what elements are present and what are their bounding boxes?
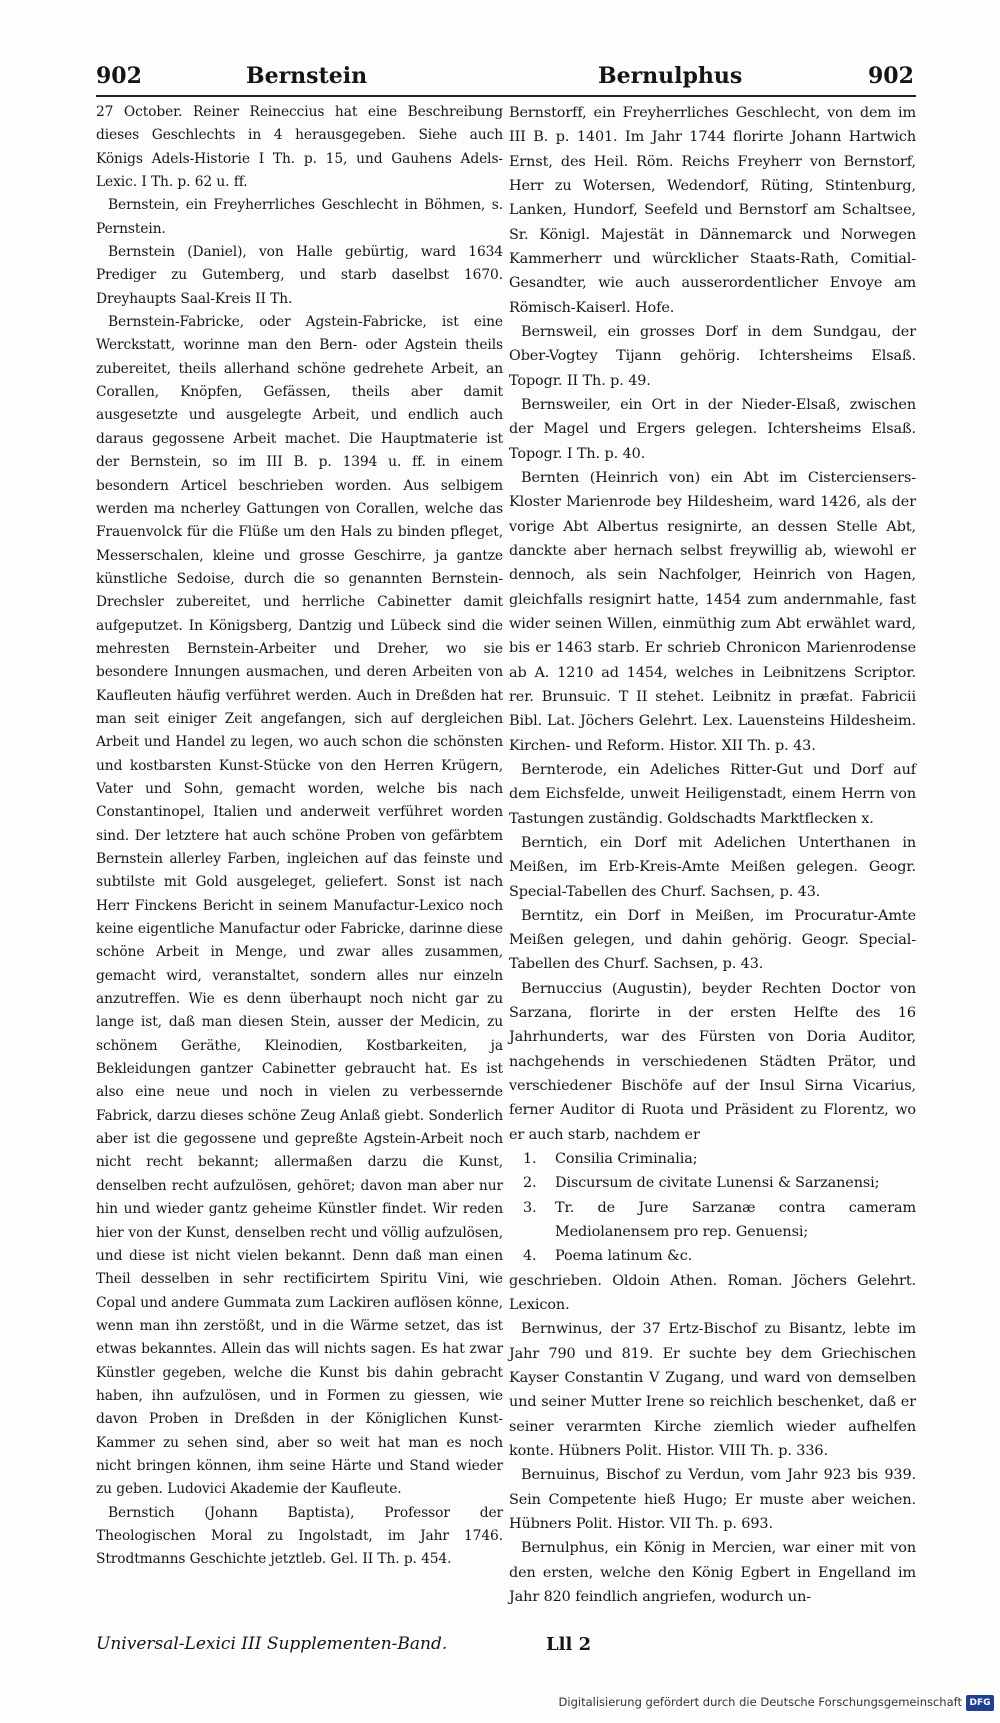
entry-paragraph: Berntitz, ein Dorf in Meißen, im Procuratur-Amte Meißen gelegen, und dahin gehörig. Geogr. Special-Tabellen des Churf. Sachsen, p. 43. [509,907,916,973]
left-column [96,101,503,1572]
entry-paragraph: Bernstorff, ein Freyherrliches Geschlecht, von dem im III B. p. 1401. Im Jahr 1744 florirte Johann Hartwich Ernst, des Heil. Röm. Reichs Freyherr von Bernstorf, Herr zu Wotersen, Wedendorf, Rüting, Stintenburg, Lanken, Hundorf, Seefeld und Bernstorf am Schaltsee, Sr. Königl. Majestät in Dännemarck und Norwegen Kammerherr und würcklicher Staats-Rath, Comitial-Gesandter, wie auch ausserordentlicher Envoye am Römisch-Kaiserl. Hofe. [509,105,916,316]
list-item-text: Consilia Criminalia; [555,1151,698,1168]
list-item [509,1171,916,1195]
list-item-number: 1. [523,1151,537,1168]
digitization-footer [0,1693,1000,1715]
list-item [509,1244,916,1268]
entry-paragraph: Berntich, ein Dorf mit Adelichen Unterthanen in Meißen, im Erb-Kreis-Amte Meißen gelegen. Geogr. Special-Tabellen des Churf. Sachsen, p. 43. [509,834,916,900]
header-rule [96,95,916,97]
page-number-left: 902 [96,63,142,89]
volume-signature: Universal-Lexici III Supplementen-Band. [96,1634,448,1654]
footer-credit: Digitalisierung gefördert durch die Deutsche Forschungsgemeinschaft [558,1695,962,1709]
sheet-signature: Lll 2 [546,1634,592,1655]
entry-paragraph: 27 October. Reiner Reineccius hat eine Beschreibung dieses Geschlechts in 4 herausgegeben. Siehe auch Königs Adels-Historie I Th. p. 15, und Gauhens Adels-Lexic. I Th. p. 62 u. ff. [96,104,503,191]
entry-paragraph: Bernstein, ein Freyherrliches Geschlecht in Böhmen, s. Pernstein. [96,197,503,237]
list-item-text: Poema latinum &c. [555,1248,693,1265]
dfg-logo: DFG [966,1695,994,1711]
list-item-number: 4. [523,1248,537,1265]
list-item [509,1147,916,1171]
entry-paragraph: Bernwinus, der 37 Ertz-Bischof zu Bisantz, lebte im Jahr 790 und 819. Er suchte bey dem Griechischen Kayser Constantin V Zugang, und ward von demselben und seiner Mutter Irene so reichlich beschenket, daß er seiner verarmten Kirche ziemlich wieder aufhelfen konte. Hübners Polit. Histor. VIII Th. p. 336. [509,1321,916,1460]
entry-paragraph: Bernterode, ein Adeliches Ritter-Gut und Dorf auf dem Eichsfelde, unweit Heiligenstadt, einem Herrn von Tastungen zuständig. Goldschadts Marktflecken x. [509,761,916,827]
works-list [509,1147,916,1269]
list-item-number: 2. [523,1175,537,1192]
list-item-text: Tr. de Jure Sarzanæ contra cameram Mediolanensem pro rep. Genuensi; [555,1199,916,1241]
entry-paragraph: Bernuccius (Augustin), beyder Rechten Doctor von Sarzana, florirte in der ersten Helfte des 16 Jahrhunderts, war des Fürsten von Doria Auditor, nachgehends in verschiedenen Städten Prätor, und verschiedener Bischöfe auf der Insul Sirna Vicarius, ferner Auditor di Ruota und Präsident zu Florentz, wo er auch starb, nachdem er [509,980,916,1143]
running-title-left: Bernstein [246,63,368,89]
entry-paragraph: Bernsweil, ein grosses Dorf in dem Sundgau, der Ober-Vogtey Tijann gehörig. Ichtersheims Elsaß. Topogr. II Th. p. 49. [509,323,916,389]
entry-paragraph: Bernsweiler, ein Ort in der Nieder-Elsaß, zwischen der Magel und Ergers gelegen. Ichtersheims Elsaß. Topogr. I Th. p. 40. [509,396,916,462]
right-column [509,101,916,1609]
entry-paragraph: Bernstein-Fabricke, oder Agstein-Fabricke, ist eine Werckstatt, worinne man den Bern- oder Agstein theils zubereitet, theils allerhand schöne gedrehete Arbeit, an Corallen, Knöpfen, Gefässen, theils aber damit ausgesetzte und ausgelegte Arbeit, und endlich auch daraus gegossene Arbeit machet. Die Hauptmaterie ist der Bernstein, so im III B. p. 1394 u. ff. in einem besondern Articel beschrieben worden. Aus selbigem werden ma ncherley Gattungen von Corallen, welche das Frauenvolck für die Flüße um den Hals zu binden pfleget, Messerschalen, kleine und grosse Geschirre, ja gantze künstliche Sedoise, durch die so genannten Bernstein-Drechsler zubereitet, und herrliche Cabinetter damit aufgeputzet. In Königsberg, Dantzig und Lübeck sind die mehresten Bernstein-Arbeiter und Dreher, wo sie besondere Innungen ausmachen, und deren Arbeiten von Kaufleuten häufig verführet werden. Auch in Dreßden hat man seit einiger Zeit angefangen, sich auf dergleichen Arbeit und Handel zu legen, wo auch schon die schönsten und kostbarsten Kunst-Stücke von den Herren Krügern, Vater und Sohn, gemacht worden, welche bis nach Constantinopel, Italien und anderweit verführet worden sind. Der letztere hat auch schöne Proben von gefärbtem Bernstein allerley Farben, ingleichen auf das feinste und subtilste mit Gold ausgeleget, geliefert. Sonst ist nach Herr Finckens Bericht in seinem Manufactur-Lexico noch keine eigentliche Manufactur oder Fabricke, darinne diese schöne Arbeit in Menge, und zwar alles zusammen, gemacht wird, veranstaltet, sondern alles nur einzeln anzutreffen. Wie es denn überhaupt noch nicht gar zu lange ist, daß man diesen Stein, ausser der Medicin, zu schönem Geräthe, Kleinodien, Kostbarkeiten, ja Bekleidungen gantzer Cabinetter gebraucht hat. Es ist also eine neue und noch in vielen zu verbessernde Fabrick, darzu dieses schöne Zeug Anlaß giebt. Sonderlich aber ist die gegossene und gepreßte Agstein-Arbeit noch nicht recht bekannt; allermaßen darzu die Kunst, denselben recht aufzulösen, gehöret; davon man aber nur hin und wieder gantz geheime Künstler findet. Wir reden hier von der Kunst, denselben recht und völlig aufzulösen, und diese ist nicht vielen bekannt. Denn daß man einen Theil desselben in sehr rectificirtem Spiritu Vini, wie Copal und andere Gummata zum Lackiren auflösen könne, wenn man ihn zerstößt, und in die Wärme setzet, das ist etwas bekanntes. Allein das will nichts sagen. Es hat zwar Künstler gegeben, welche die Kunst bis dahin gebracht haben, ihn aufzulösen, und in Formen zu giessen, wie davon Proben in Dreßden in der Königlichen Kunst-Kammer zu sehen sind, aber so weit hat man es noch nicht bringen können, ihm seine Härte und Stand wieder zu geben. Ludovici Akademie der Kaufleute. [96,314,503,1498]
entry-paragraph: Bernuinus, Bischof zu Verdun, vom Jahr 923 bis 939. Sein Competente hieß Hugo; Er muste aber weichen. Hübners Polit. Histor. VII Th. p. 693. [509,1467,916,1533]
entry-paragraph: Bernten (Heinrich von) ein Abt im Cisterciensers-Kloster Marienrode bey Hildesheim, ward 1426, als der vorige Abt Albertus resignirte, an dessen Stelle Abt, danckte aber hernach selbst freywillig ab, wiewohl er dennoch, als sein Nachfolger, Heinrich von Hagen, gleichfalls resignirt hatte, 1454 zum andernmahle, fast wider seinen Willen, einmüthig zum Abt erwählet ward, bis er 1463 starb. Er schrieb Chronicon Marienrodense ab A. 1210 ad 1454, welches in Leibnitzens Scriptor. rer. Brunsuic. T II stehet. Leibnitz in præfat. Fabricii Bibl. Lat. Jöchers Gelehrt. Lex. Lauensteins Hildesheim. Kirchen- und Reform. Histor. XII Th. p. 43. [509,469,916,754]
list-item-number: 3. [523,1199,537,1216]
list-item-text: Discursum de civitate Lunensi & Sarzanensi; [555,1175,880,1192]
running-title-right: Bernulphus [598,63,743,89]
entry-paragraph: Bernstein (Daniel), von Halle gebürtig, ward 1634 Prediger zu Gutemberg, und starb daselbst 1670. Dreyhaupts Saal-Kreis II Th. [96,244,503,307]
entry-paragraph: geschrieben. Oldoin Athen. Roman. Jöchers Gelehrt. Lexicon. [509,1272,916,1314]
page-number-right: 902 [868,63,914,89]
entry-paragraph: Bernulphus, ein König in Mercien, war einer mit von den ersten, welche den König Egbert in Engelland im Jahr 820 feindlich angriefen, wodurch un- [509,1540,916,1606]
entry-paragraph: Bernstich (Johann Baptista), Professor der Theologischen Moral zu Ingolstadt, im Jahr 1746. Strodtmanns Geschichte jetztleb. Gel. II Th. p. 454. [96,1504,503,1568]
list-item [509,1196,916,1245]
